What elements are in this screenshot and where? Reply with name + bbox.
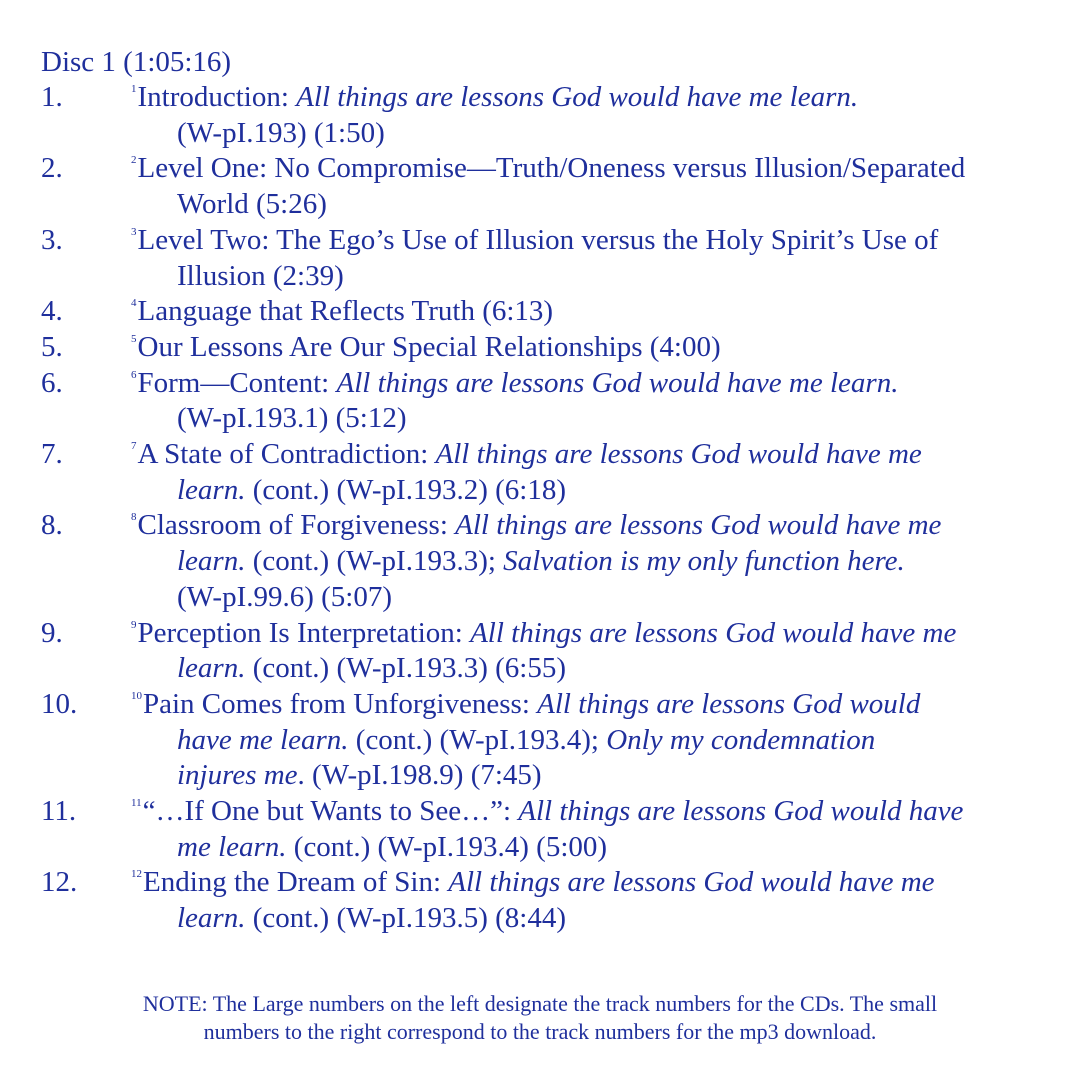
track-title-segment: Illusion (2:39) [177,259,344,292]
track-text-line [0,687,1080,723]
track-item [0,330,1080,366]
track-text-line [0,151,1080,187]
cd-track-number: 12. [41,866,78,899]
track-title-segment: (cont.) (W-pI.193.2) (6:18) [245,473,566,506]
track-text-line [0,473,1080,509]
disc-title: Disc 1 (1:05:16) [41,46,232,78]
track-title-segment: (cont.) (W-pI.193.3) (6:55) [245,652,566,685]
track-list [0,80,1080,937]
lesson-quote: All things are lessons God would [537,687,921,720]
track-item [0,223,1080,294]
cd-track-number: 3. [41,223,63,256]
cd-track-number: 11. [41,795,77,828]
track-text-line [0,723,1080,759]
track-text-line [0,830,1080,866]
track-item [0,687,1080,794]
lesson-quote: learn. [177,545,246,578]
lesson-quote: learn. [177,473,246,506]
mp3-track-number: 3 [131,225,137,238]
mp3-track-number: 2 [131,154,137,167]
track-title-segment: A State of Contradiction: [137,438,436,471]
lesson-quote: injures me [177,759,298,792]
track-text-line [0,865,1080,901]
track-item [0,508,1080,615]
track-item [0,366,1080,437]
mp3-track-number: 11 [131,797,142,810]
track-text-line [0,616,1080,652]
lesson-quote: Salvation is my only function here. [503,545,905,578]
lesson-quote: All things are lessons God would have me learn. [296,81,859,113]
track-text-line [0,580,1080,616]
track-text-line [0,366,1080,402]
lesson-quote: All things are lessons God would have me [470,616,957,649]
track-text-line [0,508,1080,544]
lesson-quote: All things are lessons God would have me learn. [336,366,899,399]
track-title-segment: (cont.) (W-pI.193.4) (5:00) [286,830,608,863]
track-title-segment: Level Two: The Ego’s Use of Illusion versus the Holy Spirit’s Use of [137,223,939,256]
track-title-segment: World (5:26) [177,188,327,221]
mp3-track-number: 8 [131,511,137,524]
track-title-segment: Language that Reflects Truth (6:13) [137,295,554,328]
track-text-line [0,330,1080,366]
track-title-segment: (cont.) (W-pI.193.5) (8:44) [245,902,566,935]
lesson-quote: learn. [177,902,246,935]
track-title-segment: (W-pI.193) (1:50) [177,116,385,149]
lesson-quote: All things are lessons God would have me [455,509,942,542]
cd-track-number: 2. [41,152,63,185]
track-item [0,151,1080,222]
track-title-segment: “…If One but Wants to See…”: [142,795,519,828]
track-item [0,865,1080,936]
track-text-line [0,437,1080,473]
track-item [0,437,1080,508]
track-text-line [0,116,1080,152]
track-text-line [0,187,1080,223]
mp3-track-number: 9 [131,618,137,631]
track-title-segment: . (W-pI.198.9) (7:45) [297,759,542,792]
track-text-line [0,294,1080,330]
track-title-segment: (cont.) (W-pI.193.3); [245,545,504,578]
lesson-quote: All things are lessons God would have me [435,438,922,471]
note-line-1: NOTE: The Large numbers on the left designate the track numbers for the CDs. The small [142,991,938,1016]
track-title-segment: Level One: No Compromise—Truth/Oneness versus Illusion/Separated [137,152,966,185]
track-text-line [0,259,1080,295]
lesson-quote: Only my condemnation [606,723,876,756]
track-title-segment: Perception Is Interpretation: [137,616,471,649]
lesson-quote: learn. [177,652,246,685]
track-text-line [0,758,1080,794]
mp3-track-number: 6 [131,368,137,381]
lesson-quote: All things are lessons God would have [518,795,964,828]
track-title-segment: (cont.) (W-pI.193.4); [348,723,607,756]
track-item [0,794,1080,865]
cd-track-number: 8. [41,509,63,542]
cd-track-number: 6. [41,366,63,399]
track-text-line [0,401,1080,437]
cd-track-number: 10. [41,687,78,720]
track-text-line [0,80,1080,116]
cd-track-number: 1. [41,81,63,113]
track-title-segment: Form—Content: [137,366,337,399]
track-title-segment: Our Lessons Are Our Special Relationships (4:00) [137,330,721,363]
track-text-line [0,901,1080,937]
cd-track-number: 4. [41,295,63,328]
track-text-line [0,651,1080,687]
lesson-quote: have me learn. [177,723,349,756]
track-item [0,616,1080,687]
track-text-line [0,794,1080,830]
lesson-quote: me learn. [177,830,287,863]
mp3-track-number: 10 [131,689,142,702]
note [0,990,1080,1046]
note-line-2: numbers to the right correspond to the track numbers for the mp3 download. [203,1019,877,1044]
mp3-track-number: 4 [131,297,137,310]
mp3-track-number: 7 [131,440,137,453]
track-item [0,80,1080,151]
mp3-track-number: 5 [131,332,137,345]
track-title-segment: (W-pI.193.1) (5:12) [177,402,407,435]
mp3-track-number: 1 [131,83,137,95]
track-title-segment: Classroom of Forgiveness: [137,509,456,542]
track-item [0,294,1080,330]
track-title-segment: Pain Comes from Unforgiveness: [143,687,538,720]
track-text-line [0,544,1080,580]
cd-track-number: 7. [41,438,63,471]
track-title-segment: Ending the Dream of Sin: [143,866,449,899]
cd-track-number: 9. [41,616,63,649]
cd-track-number: 5. [41,330,63,363]
track-title-segment: Introduction: [137,81,297,113]
lesson-quote: All things are lessons God would have me [448,866,935,899]
mp3-track-number: 12 [131,868,142,881]
track-title-segment: (W-pI.99.6) (5:07) [177,580,393,613]
track-text-line [0,223,1080,259]
